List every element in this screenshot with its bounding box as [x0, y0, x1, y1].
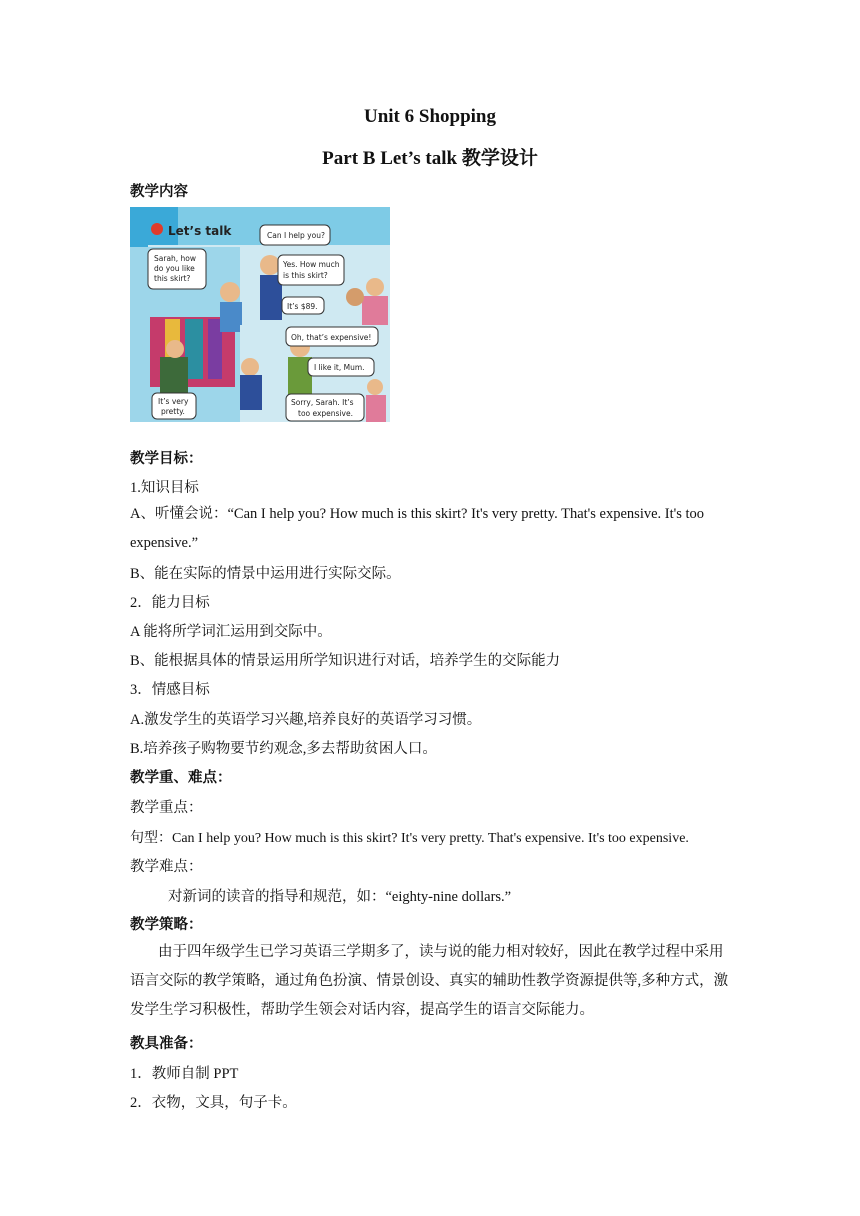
- bubble-sarah-how-2: do you like: [154, 264, 195, 273]
- key-points-heading: 教学重、难点：: [130, 770, 232, 786]
- difficulty-text: 对新词的读音的指导和规范，如：“eighty-nine dollars.”: [168, 889, 512, 905]
- goal-ability-b: B、能根据具体的情景运用所学知识进行对话，培养学生的交际能力: [130, 653, 561, 669]
- document-title: Unit 6 Shopping: [363, 106, 496, 127]
- bubble-sarah-how-3: this skirt?: [154, 274, 191, 283]
- comic-header: Let’s talk: [168, 224, 232, 238]
- bubble-very-pretty-1: It’s very: [158, 397, 189, 406]
- goal-emotion-b: B.培养孩子购物要节约观念,多去帮助贫困人口。: [130, 741, 437, 757]
- bubble-sarah-how-1: Sarah, how: [154, 254, 197, 263]
- bubble-very-pretty-2: pretty.: [161, 407, 185, 416]
- goal-knowledge: 1.知识目标: [130, 480, 199, 496]
- tools-heading: 教具准备：: [130, 1036, 203, 1052]
- goal-knowledge-a: A、听懂会说：“Can I help you? How much is this skirt? It's very pretty. That's expensive. It's too expensive.”: [130, 506, 705, 551]
- tool-ppt: 1．教师自制 PPT: [130, 1066, 239, 1082]
- speaker-icon: [151, 223, 163, 235]
- difficulty-label: 教学难点：: [130, 859, 203, 875]
- lets-talk-comic: [130, 207, 390, 422]
- goal-knowledge-b: B、能在实际的情景中运用进行实际交际。: [130, 566, 401, 582]
- bubble-how-much-1: Yes. How much: [283, 260, 340, 269]
- bubble-its-89: It’s $89.: [287, 302, 318, 311]
- bubble-sorry-1: Sorry, Sarah. It’s: [291, 398, 354, 407]
- content-heading: 教学内容: [130, 184, 188, 200]
- goals-heading: 教学目标：: [130, 451, 203, 467]
- key-point-label: 教学重点：: [130, 800, 203, 816]
- key-point-text: 句型：Can I help you? How much is this skirt? It's very pretty. That's expensive. It's too expensive.: [130, 831, 689, 846]
- bubble-expensive: Oh, that’s expensive!: [291, 333, 372, 342]
- tool-materials: 2．衣物，文具，句子卡。: [130, 1095, 297, 1111]
- bubble-how-much-2: is this skirt?: [283, 271, 328, 280]
- goal-ability-a: A 能将所学词汇运用到交际中。: [130, 624, 332, 640]
- goal-emotion-a: A.激发学生的英语学习兴趣,培养良好的英语学习习惯。: [130, 712, 482, 728]
- strategy-heading: 教学策略：: [130, 917, 203, 933]
- bubble-can-i-help: Can I help you?: [267, 231, 325, 240]
- goal-emotion: 3．情感目标: [130, 682, 210, 698]
- bubble-sorry-2: too expensive.: [298, 409, 353, 418]
- document-subtitle: Part B Let’s talk 教学设计: [322, 148, 538, 169]
- bubble-i-like-it: I like it, Mum.: [314, 363, 365, 372]
- goal-ability: 2．能力目标: [130, 595, 210, 611]
- strategy-text: 由于四年级学生已学习英语三学期多了，读与说的能力相对较好，因此在教学过程中采用语言交际的教学策略，通过角色扮演、情景创设、真实的辅助性教学资源提供等,多种方式，激发学生学习积极性，帮助学生领会对话内容，提高学生的语言交际能力。: [130, 944, 729, 1018]
